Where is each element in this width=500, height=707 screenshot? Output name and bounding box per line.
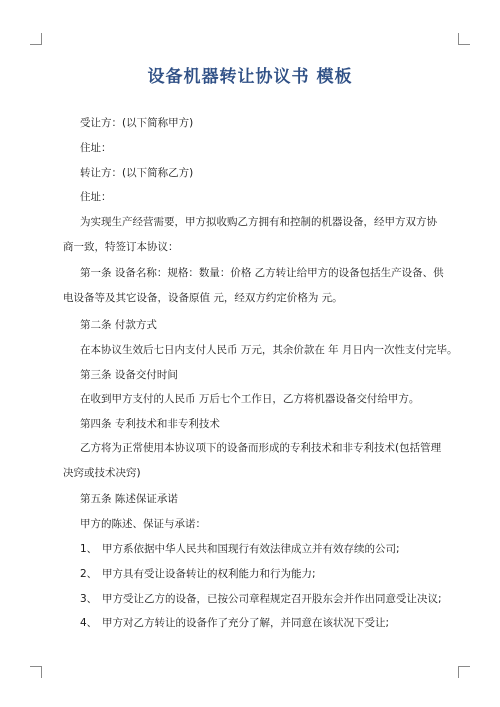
article-2-body: 在本协议生效后七日内支付人民币 万元，其余价款在 年 月日内一次性支付完毕。 — [80, 344, 458, 356]
address-line-2: 住址： — [80, 191, 112, 203]
list-item — [80, 592, 442, 606]
document-title: 设备机器转让协议书 模板 — [147, 67, 353, 87]
crop-mark-bottom-right — [458, 666, 470, 678]
article-4-heading: 第四条 专利技术和非专利技术 — [80, 418, 220, 430]
list-item-number: 1、 — [80, 543, 98, 555]
article-5-heading: 第五条 陈述保证承诺 — [80, 493, 178, 505]
crop-mark-top-left — [30, 33, 42, 45]
article-5-intro: 甲方的陈述、保证与承诺： — [80, 518, 206, 530]
transferor-line: 转让方：(以下简称乙方) — [80, 167, 194, 179]
list-item-number: 2、 — [80, 568, 98, 580]
article-2-heading: 第二条 付款方式 — [80, 319, 157, 331]
list-item-text: 甲方具有受让设备转让的权利能力和行为能力; — [102, 568, 316, 580]
list-item-text: 甲方系依据中华人民共和国现行有效法律成立并有效存续的公司; — [102, 543, 400, 555]
article-1-paragraph: 第一条 设备名称：规格：数量：价格 乙方转让给甲方的设备包括生产设备、供电设备等及其它设备，设备原值 元，经双方约定价格为 元。 — [63, 267, 444, 304]
list-item-number: 3、 — [80, 593, 98, 605]
transferee-line: 受让方：(以下简称甲方) — [80, 117, 194, 129]
article-4-body: 乙方将为正常使用本协议项下的设备而形成的专利技术和非专利技术(包括管理决窍或技术决窍) — [63, 442, 442, 479]
preamble-paragraph: 为实现生产经营需要，甲方拟收购乙方拥有和控制的机器设备，经甲方双方协商一致，特签订本协议： — [63, 216, 437, 253]
address-line-1: 住址： — [80, 142, 112, 154]
crop-mark-bottom-left — [30, 666, 42, 678]
list-item — [80, 567, 316, 581]
list-item-text: 甲方受让乙方的设备，已按公司章程规定召开股东会并作出同意受让决议; — [102, 593, 442, 605]
crop-mark-top-right — [458, 33, 470, 45]
list-item-text: 甲方对乙方转让的设备作了充分了解，并同意在该状况下受让; — [102, 617, 390, 629]
article-3-heading: 第三条 设备交付时间 — [80, 369, 178, 381]
article-3-body: 在收到甲方支付的人民币 万后七个工作日，乙方将机器设备交付给甲方。 — [80, 393, 420, 405]
list-item-number: 4、 — [80, 617, 98, 629]
list-item — [80, 616, 389, 630]
list-item — [80, 542, 400, 556]
